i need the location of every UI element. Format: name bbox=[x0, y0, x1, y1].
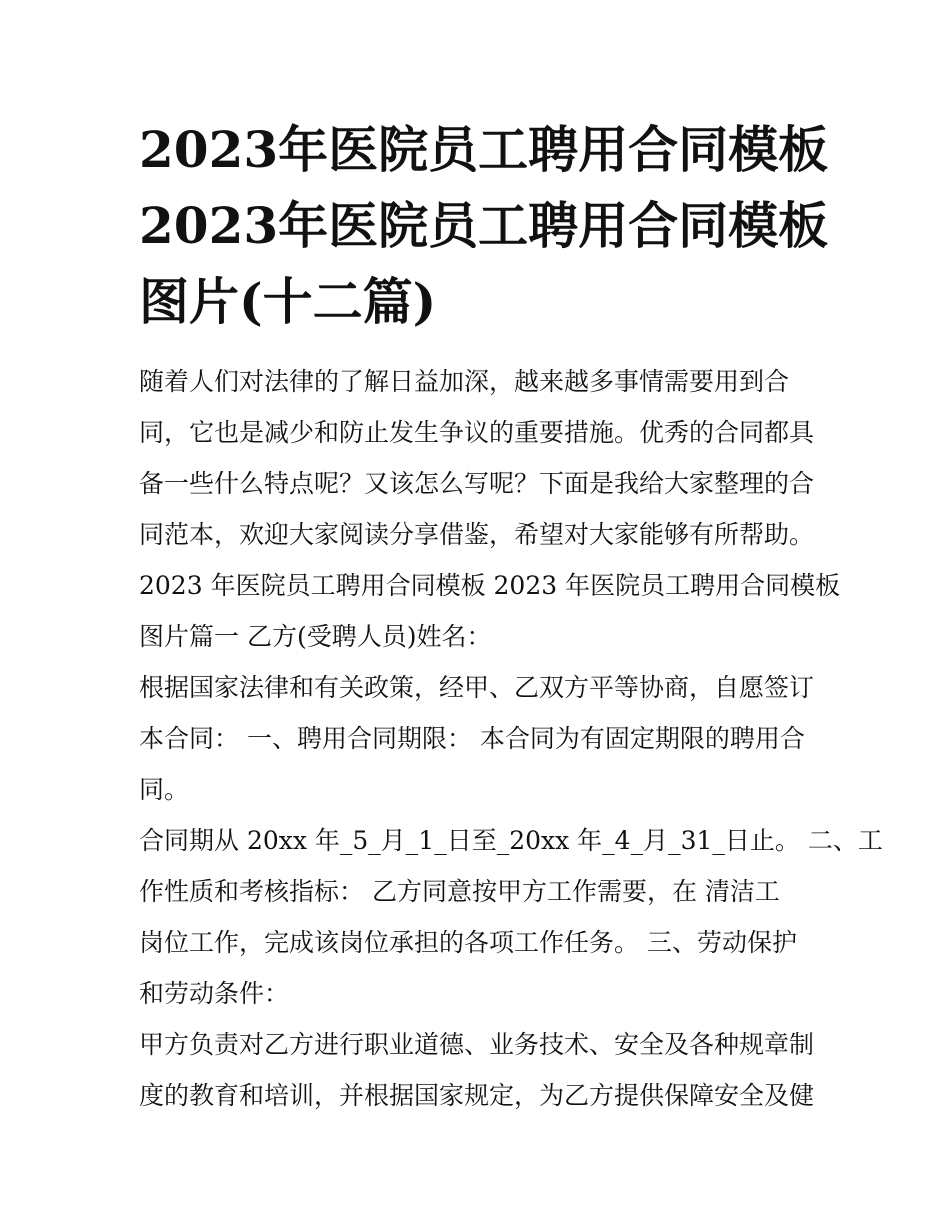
body-line: 备一些什么特点呢？又该怎么写呢？下面是我给大家整理的合 bbox=[139, 469, 815, 498]
title-line-2: 2023年医院员工聘用合同模板 bbox=[139, 196, 829, 255]
body-line: 度的教育和培训，并根据国家规定，为乙方提供保障安全及健 bbox=[139, 1081, 815, 1110]
body-line: 同。 bbox=[139, 775, 190, 804]
body-line: 合同期从 20xx 年_5_月_1_日至_20xx 年_4_月_31_日止。 二、工 bbox=[139, 826, 883, 855]
body-line: 根据国家法律和有关政策，经甲、乙双方平等协商，自愿签订 bbox=[139, 673, 815, 702]
title-line-1: 2023年医院员工聘用合同模板 bbox=[139, 120, 829, 179]
body-line: 甲方负责对乙方进行职业道德、业务技术、安全及各种规章制 bbox=[139, 1030, 815, 1059]
body-line: 2023 年医院员工聘用合同模板 2023 年医院员工聘用合同模板 bbox=[139, 571, 841, 600]
body-line: 同范本，欢迎大家阅读分享借鉴，希望对大家能够有所帮助。 bbox=[139, 520, 815, 549]
body-line: 随着人们对法律的了解日益加深，越来越多事情需要用到合 bbox=[139, 367, 790, 396]
body-line: 岗位工作，完成该岗位承担的各项工作任务。 三、劳动保护 bbox=[139, 928, 797, 957]
body-line: 同，它也是减少和防止发生争议的重要措施。优秀的合同都具 bbox=[139, 418, 815, 447]
body-line: 本合同： 一、聘用合同期限： 本合同为有固定期限的聘用合 bbox=[139, 724, 805, 753]
body-line: 图片篇一 乙方(受聘人员)姓名： bbox=[139, 622, 492, 651]
body-line: 作性质和考核指标： 乙方同意按甲方工作需要，在 清洁工 bbox=[139, 877, 780, 906]
title-line-3: 图片(十二篇) bbox=[139, 272, 437, 331]
document-title bbox=[139, 112, 839, 340]
document-body bbox=[139, 356, 883, 1121]
body-line: 和劳动条件： bbox=[139, 979, 290, 1008]
